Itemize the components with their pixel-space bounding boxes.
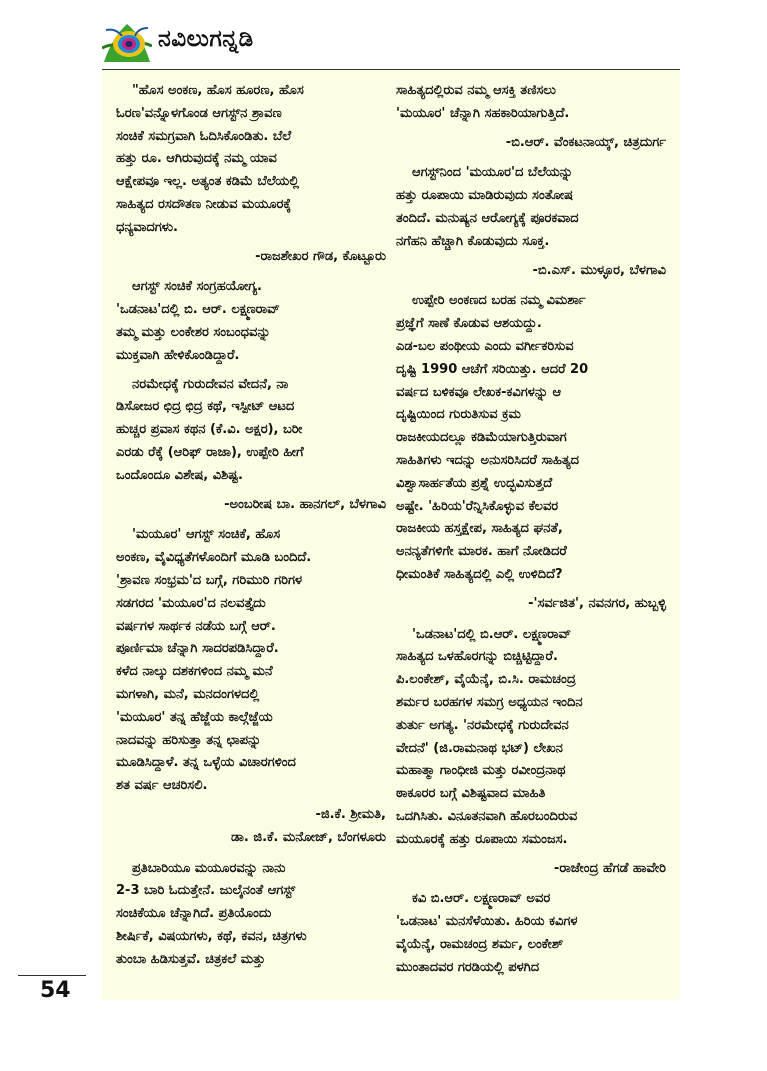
- text-line: 'ಒಡನಾಟ'ದಲ್ಲಿ ಬಿ.ಆರ್. ಲಕ್ಷ್ಮಣರಾವ್: [412, 626, 572, 642]
- footer-rule: [18, 975, 86, 976]
- magazine-section-title: ನವಿಲುಗನ್ನಡಿ: [158, 26, 254, 52]
- text-line: ಸಡಗರದ 'ಮಯೂರ'ದ ನಲವತ್ತೈದು: [116, 595, 266, 611]
- text-line: ಕಳೆದ ನಾಲ್ಕು ದಶಕಗಳಿಂದ ನಮ್ಮ ಮನೆ: [116, 664, 273, 680]
- text-line: ಪೂರ್ಣಿಮಾ ಚೆನ್ನಾಗಿ ಸಾದರಪಡಿಸಿದ್ದಾರೆ.: [116, 641, 279, 657]
- text-line: 'ಮಯೂರ' ಆಗಸ್ಟ್ ಸಂಚಿಕೆ, ಹೊಸ: [132, 527, 281, 543]
- letter-paragraph: [116, 858, 386, 972]
- text-line: 'ಮಯೂರ' ತನ್ನ ಹೆಜ್ಜೆಯ ಕಾಲ್ಗೆಜ್ಜೆಯ: [116, 709, 273, 725]
- text-line: ಒಂದೊಂದೂ ವಿಶೇಷ, ವಿಶಿಷ್ಟ.: [116, 467, 243, 483]
- text-line: ಠಾಕೂರರ ಬಗ್ಗೆ ವಿಶಿಷ್ಟವಾದ ಮಾಹಿತಿ: [396, 786, 546, 802]
- letters-content: [102, 70, 680, 1000]
- text-line: ಎರಡು ರೆಕ್ಕೆ (ಆರಿಫ್ ರಾಜಾ), ಉಪ್ಪೇರಿ ಹೀಗೆ: [116, 444, 304, 460]
- letter-paragraph: [396, 290, 666, 586]
- text-line: ಸಾಹಿತ್ಯದ ಒಳಹೊರಗನ್ನು ಬಿಚ್ಚಿಟ್ಟಿದ್ದಾರೆ.: [396, 649, 558, 665]
- text-line: ಆಗಸ್ಟ್‌ನಿಂದ 'ಮಯೂರ'ದ ಬೆಲೆಯನ್ನು: [412, 165, 573, 181]
- left-column: [116, 80, 386, 977]
- letter-signature: -ಜಿ.ಕೆ. ಶ್ರೀಮತಿ,: [315, 806, 386, 822]
- text-line: ಸಂಚಿಕೆಯೂ ಚೆನ್ನಾಗಿದೆ. ಪ್ರತಿಯೊಂದು: [116, 906, 272, 922]
- text-line: ವಿಶ್ವಾಸಾರ್ಹತೆಯ ಪ್ರಶ್ನೆ ಉದ್ಭವಿಸುತ್ತದೆ: [396, 475, 553, 491]
- text-line: ತುರ್ತು ಅಗತ್ಯ. 'ನರಮೇಧಕ್ಕೆ ಗುರುದೇವನ: [396, 717, 569, 733]
- text-line: ವರ್ಷಗಳ ಸಾರ್ಥಕ ನಡೆಯ ಬಗ್ಗೆ ಆರ್.: [116, 618, 276, 634]
- text-line: ಉಪ್ಪೇರಿ ಅಂಕಣದ ಬರಹ ನಮ್ಮ ವಿಮರ್ಶಾ: [412, 293, 586, 309]
- text-line: ಎಡ-ಬಲ ಪಂಥೀಯ ಎಂದು ವರ್ಗೀಕರಿಸುವ: [396, 338, 574, 354]
- letter-paragraph: [396, 80, 666, 126]
- text-line: ಸಾಹಿತ್ಯದ ರಸದೌತಣ ನೀಡುವ ಮಯೂರಕ್ಕೆ: [116, 196, 291, 212]
- text-line: ತಂದಿದೆ. ಮನುಷ್ಯನ ಆರೋಗ್ಯಕ್ಕೆ ಪೂರಕವಾದ: [396, 210, 579, 226]
- text-line: ತಮ್ಮ ಮತ್ತು ಲಂಕೇಶರ ಸಂಬಂಧವನ್ನು: [116, 324, 271, 340]
- text-line: ಶೀರ್ಷಿಕೆ, ವಿಷಯಗಳು, ಕಥೆ, ಕವನ, ಚಿತ್ರಗಳು: [116, 928, 307, 944]
- letter-signature: -'ಸರ್ವಜಿತ', ನವನಗರ, ಹುಬ್ಬಳ್ಳಿ: [528, 595, 666, 611]
- text-line: ರಾಜಕೀಯದಲ್ಲೂ ಕಡಿಮೆಯಾಗುತ್ತಿರುವಾಗ: [396, 430, 567, 446]
- letter-paragraph: [116, 524, 386, 798]
- text-line: ಶರ್ಮರ ಬರಹಗಳ ಸಮಗ್ರ ಅಧ್ಯಯನ ಇಂದಿನ: [396, 694, 583, 710]
- text-line: ಮಗಳಾಗಿ, ಮನೆ, ಮನದಂಗಳದಲ್ಲಿ: [116, 686, 260, 702]
- text-line: ಪ್ರಜ್ಞೆಗೆ ಸಾಣೆ ಕೊಡುವ ಆಶಯದ್ದು.: [396, 316, 542, 332]
- text-line: ಹತ್ತು ರೂಪಾಯಿ ಮಾಡಿರುವುದು ಸಂತೋಷ: [396, 188, 574, 204]
- text-line: ಅನನ್ಯತೆಗಳಿಗೇ ಮಾರಕ. ಹಾಗೆ ನೋಡಿದರೆ: [396, 544, 567, 560]
- text-line: ಹುಚ್ಚರ ಪ್ರವಾಸ ಕಥನ (ಕೆ.ವಿ. ಅಕ್ಷರ), ಬರೀ: [116, 422, 303, 438]
- page-number: 54: [40, 978, 71, 1003]
- text-line: ಡಿಸೋಜರ ಛಿದ್ರ ಛಿದ್ರ ಕಥೆ, ಇಸ್ಪೀಟ್ ಆಟದ: [116, 399, 295, 415]
- text-line: ನಗೆಹನಿ ಹೆಚ್ಚಾಗಿ ಕೊಡುವುದು ಸೂಕ್ತ.: [396, 233, 550, 249]
- text-line: 2-3 ಬಾರಿ ಓದುತ್ತೇನೆ. ಜುಲೈನಂತೆ ಆಗಸ್ಟ್: [116, 883, 296, 899]
- text-line: ತುಂಬಾ ಹಿಡಿಸುತ್ತವೆ. ಚಿತ್ರಕಲೆ ಮತ್ತು: [116, 951, 266, 967]
- letter-signature: -ಬಿ.ಎಸ್. ಮುಳ್ಳೂರ, ಬೆಳಗಾವಿ: [532, 262, 666, 278]
- letter-signature: -ಬಿ.ಆರ್. ವೆಂಕಟನಾಯ್ಕ್, ಚಿತ್ರದುರ್ಗ: [505, 134, 666, 150]
- text-line: ಅಷ್ಟೇ. 'ಹಿರಿಯ'ರೆನ್ನಿಸಿಕೊಳ್ಳುವ ಕೆಲವರ: [396, 498, 559, 514]
- text-line: ಮುಕ್ತವಾಗಿ ಹೇಳಿಕೊಂಡಿದ್ದಾರೆ.: [116, 347, 240, 363]
- text-line: ಅಂಕಣ, ವೈವಿಧ್ಯತೆಗಳೊಂದಿಗೆ ಮೂಡಿ ಬಂದಿದೆ.: [116, 550, 312, 566]
- text-line: ಹತ್ತು ರೂ. ಆಗಿರುವುದಕ್ಕೆ ನಮ್ಮ ಯಾವ: [116, 151, 277, 167]
- letter-paragraph: [116, 276, 386, 367]
- text-line: ಒದಗಿಸಿತು. ವಿನೂತನವಾಗಿ ಹೊರಬಂದಿರುವ: [396, 808, 578, 824]
- text-line: ಸಾಹಿತಿಗಳು ಇದನ್ನು ಅನುಸರಿಸಿದರೆ ಸಾಹಿತ್ಯದ: [396, 452, 579, 468]
- text-line: ಪ್ರತಿಬಾರಿಯೂ ಮಯೂರವನ್ನು ನಾನು: [132, 860, 286, 876]
- text-line: 'ಒಡನಾಟ'ದಲ್ಲಿ ಬಿ. ಆರ್. ಲಕ್ಷ್ಮಣರಾವ್: [116, 302, 280, 318]
- text-line: "ಹೊಸ ಅಂಕಣ, ಹೊಸ ಹೂರಣ, ಹೊಸ: [132, 83, 304, 98]
- text-line: ರಾಜಕೀಯ ಹಸ್ತಕ್ಷೇಪ, ಸಾಹಿತ್ಯದ ಘನತೆ,: [396, 521, 563, 537]
- text-line: 'ಒಡನಾಟ' ಮನಸೆಳೆಯಿತು. ಹಿರಿಯ ಕವಿಗಳ: [396, 914, 578, 930]
- letter-paragraph: [396, 162, 666, 253]
- text-line: ಆಗಸ್ಟ್ ಸಂಚಿಕೆ ಸಂಗ್ರಹಯೋಗ್ಯ.: [132, 279, 262, 295]
- text-line: ನಾದವನ್ನು ಹರಿಸುತ್ತಾ ತನ್ನ ಛಾಪನ್ನು: [116, 732, 262, 748]
- text-line: ಮುಂತಾದವರ ಗರಡಿಯಲ್ಲಿ ಪಳಗಿದ: [396, 959, 540, 975]
- text-line: ವರ್ಷದ ಬಳಿಕವೂ ಲೇಖಕ-ಕವಿಗಳನ್ನು ಆ: [396, 384, 562, 400]
- letter-signature: -ರಾಜಶೇಖರ ಗೌಡ, ಕೊಟ್ಟೂರು: [255, 248, 386, 264]
- text-line: ಮಹಾತ್ಮಾ ಗಾಂಧೀಜಿ ಮತ್ತು ರವೀಂದ್ರನಾಥ: [396, 763, 566, 779]
- letter-signature: -ಅಂಬರೀಷ ಬಾ. ಹಾನಗಲ್, ಬೆಳಗಾವಿ: [224, 496, 386, 512]
- text-line: ಧೀಮಂತಿಕೆ ಸಾಹಿತ್ಯದಲ್ಲಿ ಎಲ್ಲಿ ಉಳಿದಿದೆ?: [396, 566, 563, 582]
- text-line: ಓರಣ'ವನ್ನೊಳಗೊಂಡ ಆಗಸ್ಟ್‌ನ ಶ್ರಾವಣ: [116, 105, 282, 121]
- text-line: ಕವಿ ಬಿ.ಆರ್. ಲಕ್ಷ್ಮಣರಾವ್ ಅವರ: [412, 891, 551, 907]
- text-line: ದೃಷ್ಟಿಯಿಂದ ಗುರುತಿಸುವ ಕ್ರಮ: [396, 407, 521, 423]
- letter-signature: ಡಾ. ಜಿ.ಕೆ. ಮನೋಜ್, ಬೆಂಗಳೂರು: [231, 829, 386, 845]
- letter-signature: -ರಾಜೇಂದ್ರ ಹೆಗಡೆ ಹಾವೇರಿ: [553, 860, 666, 876]
- letter-paragraph: [396, 624, 666, 852]
- text-line: ಪಿ.ಲಂಕೇಶ್, ವೈಯೆನ್ಕೆ, ಬಿ.ಸಿ. ರಾಮಚಂದ್ರ: [396, 672, 576, 688]
- text-line: ಸಾಹಿತ್ಯದಲ್ಲಿರುವ ನಮ್ಮ ಆಸಕ್ತಿ ತಣಿಸಲು: [396, 83, 556, 98]
- letter-paragraph: [116, 80, 386, 240]
- text-line: ಸಂಚಿಕೆ ಸಮಗ್ರವಾಗಿ ಓದಿಸಿಕೊಂಡಿತು. ಬೆಲೆ: [116, 128, 292, 144]
- text-line: ದೃಷ್ಟಿ 1990 ಆಚೆಗೆ ಸರಿಯಿತ್ತು. ಆದರೆ 20: [396, 361, 589, 377]
- text-line: ಮಯೂರಕ್ಕೆ ಹತ್ತು ರೂಪಾಯಿ ಸಮಂಜಸ.: [396, 831, 568, 847]
- text-line: ನರಮೇಧಕ್ಕೆ ಗುರುದೇವನ ವೇದನೆ, ನಾ: [132, 376, 289, 392]
- letter-paragraph: [116, 374, 386, 488]
- text-line: ವೇದನೆ' (ಜಿ.ರಾಮನಾಥ ಭಟ್) ಲೇಖನ: [396, 740, 563, 756]
- text-line: 'ಶ್ರಾವಣ ಸಂಭ್ರಮ'ದ ಬಗ್ಗೆ, ಗರಿಮುರಿ ಗರಿಗಳ: [116, 572, 303, 588]
- letter-paragraph: [396, 888, 666, 979]
- text-line: ವೈಯೆನ್ಕೆ, ರಾಮಚಂದ್ರ ಶರ್ಮ, ಲಂಕೇಶ್: [396, 936, 564, 952]
- peacock-feather-icon: [102, 18, 152, 64]
- text-line: ಶತ ವರ್ಷ ಆಚರಿಸಲಿ.: [116, 778, 208, 794]
- right-column: [396, 80, 666, 985]
- text-line: ಧನ್ಯವಾದಗಳು.: [116, 219, 178, 235]
- text-line: ಮೂಡಿಸಿದ್ದಾಳೆ. ತನ್ನ ಒಳ್ಳೆಯ ವಿಚಾರಗಳಿಂದ: [116, 755, 296, 771]
- text-line: 'ಮಯೂರ' ಚೆನ್ನಾಗಿ ಸಹಕಾರಿಯಾಗುತ್ತಿದೆ.: [396, 105, 570, 121]
- text-line: ಆಕ್ಷೇಪವೂ ಇಲ್ಲ. ಅತ್ಯಂತ ಕಡಿಮೆ ಬೆಲೆಯಲ್ಲಿ: [116, 174, 300, 190]
